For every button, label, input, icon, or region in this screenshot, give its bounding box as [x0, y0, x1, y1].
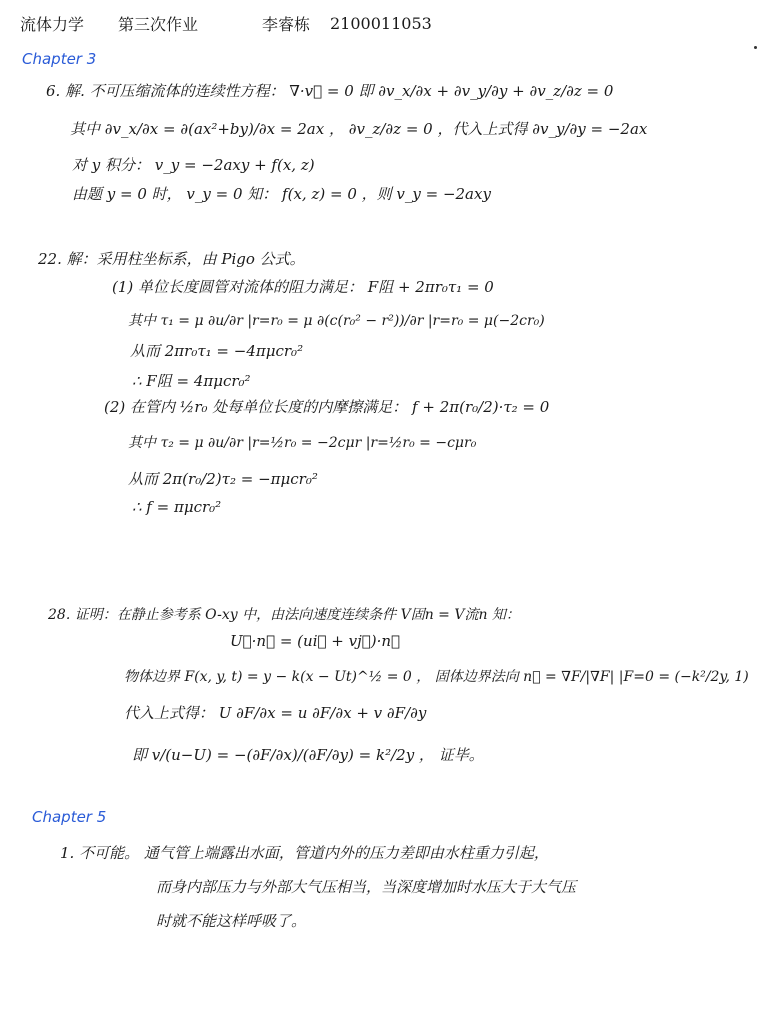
p22-line-3: 其中 τ₁ = μ ∂u/∂r |r=r₀ = μ ∂(c(r₀² − r²))/∂r |r=r₀ = μ(−2cr₀)	[128, 313, 545, 329]
ink-dot	[754, 46, 757, 49]
p28-line-3: 物体边界 F(x, y, t) = y − k(x − Ut)^½ = 0 ， 固体边界法向 n⃗ = ∇F/|∇F| |F=0 = (−k²/2y, 1)	[124, 669, 749, 685]
p22-line-2: (1) 单位长度圆管对流体的阻力满足： F阻 + 2πr₀τ₁ = 0	[112, 278, 494, 296]
p6-line-1: 6. 解. 不可压缩流体的连续性方程： ∇·v⃗ = 0 即 ∂v_x/∂x + ∂v_y/∂y + ∂v_z/∂z = 0	[46, 82, 614, 100]
p22-line-6: (2) 在管内 ½r₀ 处每单位长度的内摩擦满足： f + 2π(r₀/2)·τ₂ = 0	[104, 398, 550, 416]
p6-line-3: 对 y 积分： v_y = −2axy + f(x, z)	[72, 156, 315, 174]
p28-line-1: 28. 证明：在静止参考系 O-xy 中，由法向速度连续条件 V固n = V流n 知：	[48, 607, 520, 623]
p22-line-7: 其中 τ₂ = μ ∂u/∂r |r=½r₀ = −2cμr |r=½r₀ = −cμr₀	[128, 435, 477, 451]
p22-line-9: ∴ f = πμcr₀²	[132, 498, 222, 516]
c5-p1-line-1: 1. 不可能。 通气管上端露出水面，管道内外的压力差即由水柱重力引起，	[60, 844, 549, 862]
course-title: 流体力学	[20, 15, 85, 34]
p28-line-4: 代入上式得： U ∂F/∂x = u ∂F/∂x + v ∂F/∂y	[124, 704, 427, 722]
assignment-title: 第三次作业	[118, 15, 199, 34]
p6-line-2: 其中 ∂v_x/∂x = ∂(ax²+by)/∂x = 2ax ， ∂v_z/∂z = 0 ，代入上式得 ∂v_y/∂y = −2ax	[70, 120, 648, 138]
c5-p1-line-3: 时就不能这样呼吸了。	[156, 912, 307, 930]
p28-line-5: 即 v/(u−U) = −(∂F/∂x)/(∂F/∂y) = k²/2y ， 证毕。	[132, 746, 484, 764]
p22-line-8: 从而 2π(r₀/2)τ₂ = −πμcr₀²	[128, 470, 318, 488]
p28-line-2: U⃗·n⃗ = (ui⃗ + vj⃗)·n⃗	[230, 632, 401, 650]
p22-line-5: ∴ F阻 = 4πμcr₀²	[132, 372, 251, 390]
c5-p1-line-2: 而身内部压力与外部大气压相当，当深度增加时水压大于大气压	[156, 878, 577, 896]
student-id: 2100011053	[330, 14, 432, 33]
chapter-3-heading: Chapter 3	[22, 50, 97, 68]
student-name: 李睿栋	[262, 15, 311, 34]
chapter-5-heading: Chapter 5	[32, 808, 107, 826]
p22-line-4: 从而 2πr₀τ₁ = −4πμcr₀²	[130, 342, 304, 360]
p22-line-1: 22. 解：采用柱坐标系，由 Pigo 公式。	[38, 250, 305, 268]
p6-line-4: 由题 y = 0 时， v_y = 0 知： f(x, z) = 0 ，则 v_y = −2axy	[72, 185, 491, 203]
